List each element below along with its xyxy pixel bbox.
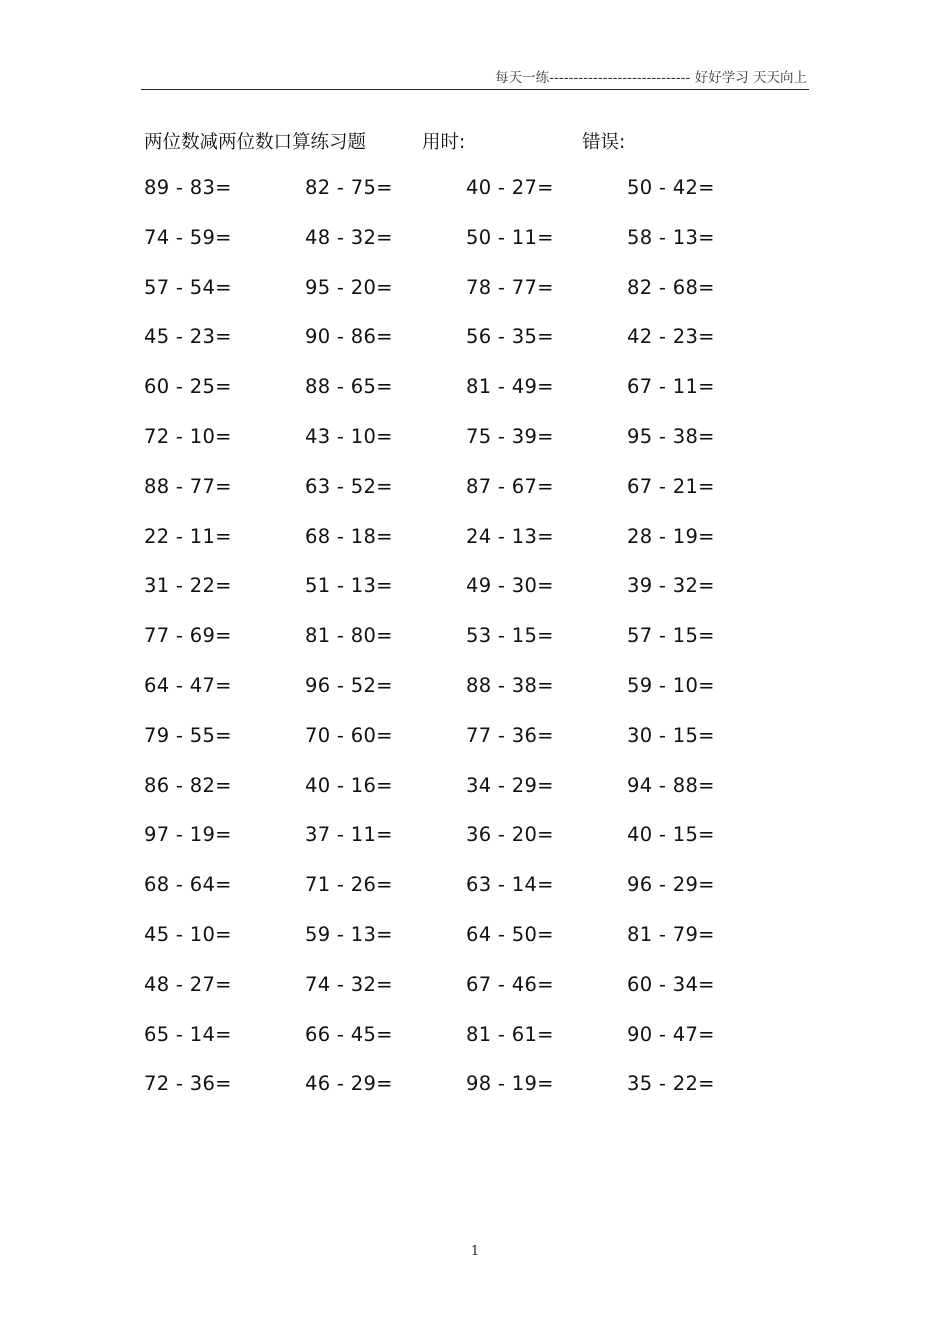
time-label: 用时:	[422, 132, 466, 153]
problem-item: 51 - 13=	[305, 574, 393, 598]
problem-item: 60 - 25=	[144, 375, 232, 399]
problem-row	[144, 823, 788, 873]
problem-row	[144, 624, 788, 674]
problem-row	[144, 375, 788, 425]
problem-row	[144, 774, 788, 824]
problem-row	[144, 574, 788, 624]
problem-item: 39 - 32=	[627, 574, 715, 598]
problem-row	[144, 674, 788, 724]
problem-item: 67 - 46=	[466, 972, 554, 996]
problem-item: 58 - 13=	[627, 225, 715, 249]
header-text: 每天一练----------------------------- 好好学习 天天向上	[495, 70, 807, 86]
problem-item: 56 - 35=	[466, 325, 554, 349]
problem-item: 59 - 13=	[305, 922, 393, 946]
problem-item: 30 - 15=	[627, 723, 715, 747]
page-number: 1	[470, 1244, 480, 1259]
problem-item: 42 - 23=	[627, 325, 715, 349]
problem-item: 34 - 29=	[466, 773, 554, 797]
problem-row	[144, 1023, 788, 1073]
problem-item: 40 - 16=	[305, 773, 393, 797]
problem-item: 48 - 27=	[144, 972, 232, 996]
problem-item: 86 - 82=	[144, 773, 232, 797]
problem-item: 95 - 38=	[627, 424, 715, 448]
problem-item: 81 - 80=	[305, 624, 393, 648]
problem-item: 40 - 15=	[627, 823, 715, 847]
problem-item: 89 - 83=	[144, 176, 232, 199]
problem-item: 98 - 19=	[466, 1072, 554, 1096]
problem-item: 79 - 55=	[144, 723, 232, 747]
problem-item: 40 - 27=	[466, 176, 554, 199]
problem-row	[144, 724, 788, 774]
problem-item: 66 - 45=	[305, 1022, 393, 1046]
title-row	[0, 128, 950, 158]
problem-item: 45 - 23=	[144, 325, 232, 349]
problem-item: 63 - 14=	[466, 873, 554, 897]
problem-item: 31 - 22=	[144, 574, 232, 598]
problem-row	[144, 973, 788, 1023]
problem-grid	[144, 176, 788, 1122]
problem-item: 28 - 19=	[627, 524, 715, 548]
problem-item: 49 - 30=	[466, 574, 554, 598]
page-header	[141, 62, 809, 90]
problem-item: 50 - 11=	[466, 225, 554, 249]
problem-item: 63 - 52=	[305, 474, 393, 498]
worksheet-title: 两位数减两位数口算练习题	[144, 132, 367, 153]
problem-item: 77 - 69=	[144, 624, 232, 648]
problem-item: 71 - 26=	[305, 873, 393, 897]
problem-item: 72 - 36=	[144, 1072, 232, 1096]
problem-item: 68 - 18=	[305, 524, 393, 548]
problem-item: 22 - 11=	[144, 524, 232, 548]
problem-item: 24 - 13=	[466, 524, 554, 548]
problem-row	[144, 176, 788, 226]
problem-item: 88 - 38=	[466, 673, 554, 697]
problem-item: 94 - 88=	[627, 773, 715, 797]
problem-row	[144, 923, 788, 973]
problem-item: 78 - 77=	[466, 275, 554, 299]
problem-item: 88 - 65=	[305, 375, 393, 399]
problem-item: 53 - 15=	[466, 624, 554, 648]
problem-item: 87 - 67=	[466, 474, 554, 498]
problem-item: 67 - 21=	[627, 474, 715, 498]
problem-item: 82 - 75=	[305, 176, 393, 199]
problem-row	[144, 475, 788, 525]
problem-item: 97 - 19=	[144, 823, 232, 847]
problem-item: 70 - 60=	[305, 723, 393, 747]
problem-item: 59 - 10=	[627, 673, 715, 697]
problem-item: 74 - 32=	[305, 972, 393, 996]
problem-item: 81 - 79=	[627, 922, 715, 946]
problem-item: 37 - 11=	[305, 823, 393, 847]
problem-item: 50 - 42=	[627, 176, 715, 199]
error-label: 错误:	[582, 132, 626, 153]
problem-row	[144, 276, 788, 326]
problem-item: 65 - 14=	[144, 1022, 232, 1046]
problem-item: 82 - 68=	[627, 275, 715, 299]
problem-item: 75 - 39=	[466, 424, 554, 448]
problem-row	[144, 525, 788, 575]
problem-item: 95 - 20=	[305, 275, 393, 299]
problem-row	[144, 325, 788, 375]
problem-row	[144, 226, 788, 276]
problem-item: 64 - 50=	[466, 922, 554, 946]
problem-item: 46 - 29=	[305, 1072, 393, 1096]
problem-item: 74 - 59=	[144, 225, 232, 249]
problem-item: 90 - 86=	[305, 325, 393, 349]
problem-item: 81 - 61=	[466, 1022, 554, 1046]
problem-item: 57 - 15=	[627, 624, 715, 648]
problem-item: 67 - 11=	[627, 375, 715, 399]
problem-item: 48 - 32=	[305, 225, 393, 249]
problem-item: 96 - 52=	[305, 673, 393, 697]
problem-row	[144, 1072, 788, 1122]
problem-item: 57 - 54=	[144, 275, 232, 299]
problem-item: 72 - 10=	[144, 424, 232, 448]
problem-item: 77 - 36=	[466, 723, 554, 747]
problem-item: 36 - 20=	[466, 823, 554, 847]
problem-item: 60 - 34=	[627, 972, 715, 996]
problem-item: 88 - 77=	[144, 474, 232, 498]
problem-item: 68 - 64=	[144, 873, 232, 897]
problem-item: 96 - 29=	[627, 873, 715, 897]
problem-item: 81 - 49=	[466, 375, 554, 399]
problem-item: 45 - 10=	[144, 922, 232, 946]
problem-item: 43 - 10=	[305, 424, 393, 448]
problem-item: 90 - 47=	[627, 1022, 715, 1046]
problem-row	[144, 873, 788, 923]
problem-row	[144, 425, 788, 475]
problem-item: 35 - 22=	[627, 1072, 715, 1096]
problem-item: 64 - 47=	[144, 673, 232, 697]
